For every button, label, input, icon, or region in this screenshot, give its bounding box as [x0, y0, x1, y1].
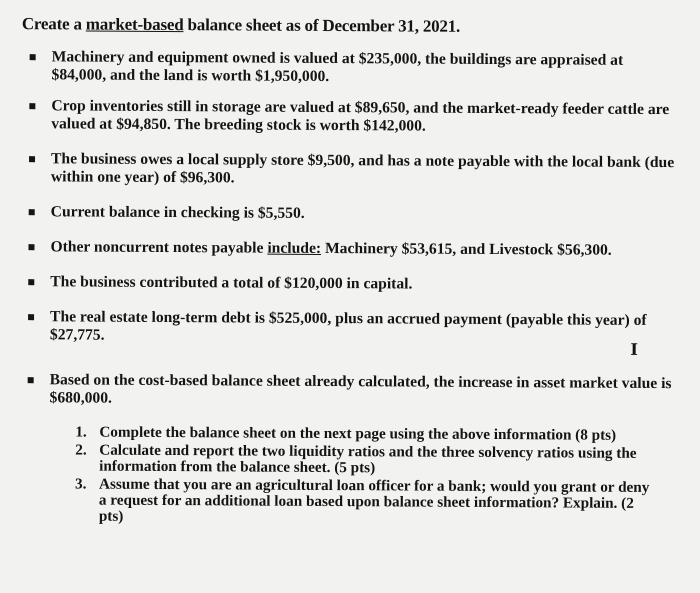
title-prefix: Create a — [21, 14, 86, 34]
bullet-real-estate-debt: The real estate long-term debt is $525,000, plus an accrued payment (payable this year) of $27,775. I — [50, 308, 684, 360]
title-emphasis: market-based — [85, 14, 184, 35]
bullet-asset-value-increase: Based on the cost-based balance sheet already calculated, the increase in asset market value is $680,000. — [50, 371, 684, 411]
bullet-inventories: Crop inventories still in storage are valued at $89,650, and the market-ready feeder cattle are valued at $94,850. The breeding stock is worth $142,000. — [51, 97, 685, 137]
information-list — [20, 48, 686, 411]
page-title — [22, 14, 686, 38]
task-number: 2. — [75, 441, 87, 459]
task-text: Complete the balance sheet on the next page using the above information (8 pts) — [99, 423, 617, 444]
task-number: 3. — [74, 475, 87, 493]
text-cursor-icon: I — [630, 339, 638, 359]
task-text: Calculate and report the two liquidity ratios and the three solvency ratios using the information from the balance sheet. (5 pts) — [99, 441, 637, 477]
task-list — [19, 424, 684, 528]
underlined-include: include: — [267, 239, 322, 257]
task-item-2 — [75, 441, 683, 479]
task-item-3 — [74, 475, 683, 529]
bullet-noncurrent-notes: Other noncurrent notes payable include: Machinery $53,615, and Livestock $56,300. — [50, 238, 684, 260]
bullet-contributed-capital: The business contributed a total of $120,000 in capital. — [50, 273, 684, 295]
bullet-fixed-assets: Machinery and equipment owned is valued at $235,000, the buildings are appraised at $84,000, and the land is worth $1,950,000. — [51, 48, 685, 88]
task-number: 1. — [75, 423, 87, 441]
title-suffix: balance sheet as of December 31, 2021. — [183, 15, 461, 36]
bullet-checking-balance: Current balance in checking is $5,550. — [51, 203, 685, 225]
bullet-current-liabilities: The business owes a local supply store $9,500, and has a note payable with the local bank (due within one year) of $96,300. — [51, 150, 685, 190]
task-text: Assume that you are an agricultural loan officer for a bank; would you grant or deny a request for an additional loan based upon balance sheet information? Explain. (2 pts) — [98, 475, 650, 525]
